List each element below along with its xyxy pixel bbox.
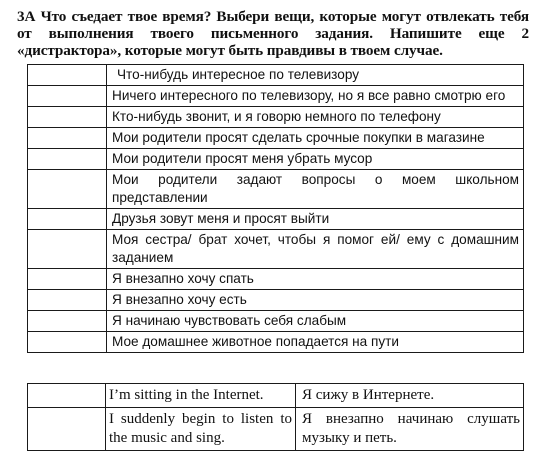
- checkbox-cell[interactable]: [28, 408, 106, 451]
- distractor-row: [28, 65, 524, 86]
- distractor-text: Мое домашнее животное попадается на пути: [107, 332, 524, 353]
- distractor-text: Мои родители просят сделать срочные покупки в магазине: [107, 128, 524, 149]
- distractor-row: [28, 311, 524, 332]
- distractor-table: [27, 64, 524, 353]
- distractor-row: [28, 209, 524, 230]
- checkbox-cell[interactable]: [28, 170, 107, 209]
- checkbox-cell[interactable]: [28, 209, 107, 230]
- distractor-text: Кто-нибудь звонит, и я говорю немного по телефону: [107, 107, 524, 128]
- example-row: [28, 384, 524, 408]
- checkbox-cell[interactable]: [28, 269, 107, 290]
- distractor-text: Я внезапно хочу есть: [107, 290, 524, 311]
- example-table-body: [28, 384, 524, 451]
- checkbox-cell[interactable]: [28, 86, 107, 107]
- checkbox-cell[interactable]: [28, 290, 107, 311]
- example-russian: Я сижу в Интернете.: [296, 384, 524, 408]
- checkbox-cell[interactable]: [28, 149, 107, 170]
- distractor-row: [28, 230, 524, 269]
- checkbox-cell[interactable]: [28, 230, 107, 269]
- distractor-row: [28, 269, 524, 290]
- distractor-text: Друзья зовут меня и просят выйти: [107, 209, 524, 230]
- example-english: I’m sitting in the Internet.: [106, 384, 296, 408]
- checkbox-cell[interactable]: [28, 128, 107, 149]
- distractor-text: Что-нибудь интересное по телевизору: [107, 65, 524, 86]
- distractor-row: [28, 128, 524, 149]
- distractor-text: Мои родители просят меня убрать мусор: [107, 149, 524, 170]
- distractor-text: Я начинаю чувствовать себя слабым: [107, 311, 524, 332]
- distractor-text: Я внезапно хочу спать: [107, 269, 524, 290]
- checkbox-cell[interactable]: [28, 65, 107, 86]
- checkbox-cell[interactable]: [28, 311, 107, 332]
- distractor-row: [28, 290, 524, 311]
- distractor-text: Моя сестра/ брат хочет, чтобы я помог ей/ ему с домашним заданием: [107, 230, 524, 269]
- distractor-row: [28, 332, 524, 353]
- checkbox-cell[interactable]: [28, 107, 107, 128]
- distractor-row: [28, 86, 524, 107]
- distractor-text: Мои родители задают вопросы о моем школьном представлении: [107, 170, 524, 209]
- checkbox-cell[interactable]: [28, 384, 106, 408]
- task-instructions: 3А Что съедает твое время? Выбери вещи, которые могут отвлекать тебя от выполнения твоего письменного задания. Напишите еще 2 «дистрактора», которые могут быть правдивы в твоем случае.: [17, 8, 529, 59]
- example-row: [28, 408, 524, 451]
- distractor-row: [28, 107, 524, 128]
- checkbox-cell[interactable]: [28, 332, 107, 353]
- example-russian: Я внезапно начинаю слушать музыку и петь.: [296, 408, 524, 451]
- example-english: I suddenly begin to listen to the music and sing.: [106, 408, 296, 451]
- example-table: [27, 383, 524, 451]
- distractor-row: [28, 149, 524, 170]
- distractor-text: Ничего интересного по телевизору, но я все равно смотрю его: [107, 86, 524, 107]
- distractor-table-body: [28, 65, 524, 353]
- distractor-row: [28, 170, 524, 209]
